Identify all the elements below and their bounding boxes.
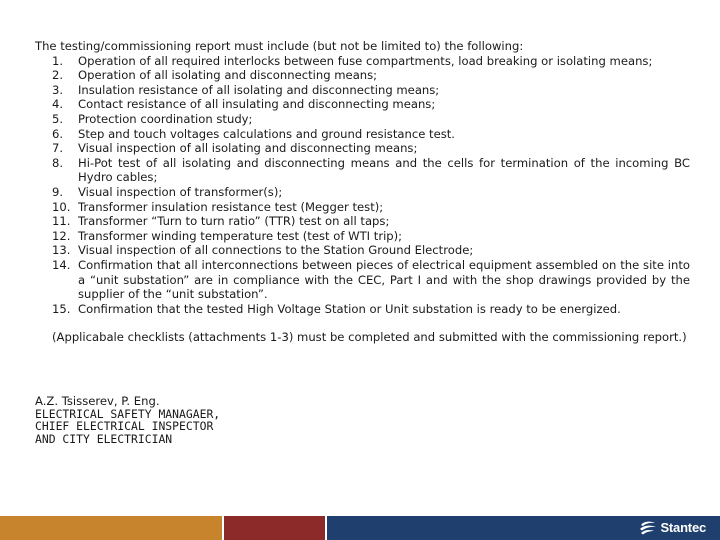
item-number: 3.: [52, 82, 64, 97]
item-text: Step and touch voltages calculations and ground resistance test.: [78, 126, 455, 141]
list-item: [35, 243, 690, 258]
item-number: 13.: [52, 243, 71, 258]
requirements-list: [35, 54, 690, 317]
list-item: [35, 214, 690, 229]
item-number: 2.: [52, 68, 64, 83]
list-item: [35, 54, 690, 69]
item-text: Contact resistance of all insulating and disconnecting means;: [78, 97, 436, 112]
signatory-title-line-2: CHIEF ELECTRICAL INSPECTOR: [35, 419, 214, 433]
item-text: Operation of all isolating and disconnecting means;: [78, 68, 378, 83]
item-number: 10.: [52, 199, 71, 214]
list-item: [35, 112, 690, 127]
list-item: [35, 83, 690, 98]
item-text: Visual inspection of transformer(s);: [78, 184, 283, 199]
list-item: [35, 302, 690, 317]
item-number: 4.: [52, 97, 64, 112]
item-text: Confirmation that the tested High Voltage Station or Unit substation is ready to be energized.: [78, 301, 621, 316]
item-number: 11.: [52, 214, 71, 229]
footer-segment-red: [222, 516, 325, 540]
checklist-note: (Applicabale checklists (attachments 1-3) must be completed and submitted with the commissioning report.): [52, 330, 687, 345]
footer-segment-navy: [325, 516, 720, 540]
report-requirements: [35, 39, 690, 345]
signatory-name: A.Z. Tsisserev, P. Eng.: [35, 394, 160, 408]
item-text: Protection coordination study;: [78, 111, 253, 126]
signature-block: [35, 395, 220, 445]
list-item: [35, 97, 690, 112]
item-text: Transformer “Turn to turn ratio” (TTR) test on all taps;: [78, 214, 390, 229]
list-item: [35, 127, 690, 142]
list-item: [35, 141, 690, 156]
item-number: 9.: [52, 184, 64, 199]
signatory-title-line-1: ELECTRICAL SAFETY MANAGAER,: [35, 406, 221, 421]
list-item: [35, 185, 690, 200]
item-number: 8.: [52, 155, 64, 170]
item-number: 5.: [52, 111, 64, 126]
item-text: Operation of all required interlocks between fuse compartments, load breaking or isolating means;: [78, 53, 653, 68]
stantec-swirl-icon: [639, 520, 657, 536]
item-text: Transformer insulation resistance test (Megger test);: [78, 199, 384, 214]
item-text: Insulation resistance of all isolating and disconnecting means;: [78, 82, 440, 97]
item-text: Transformer winding temperature test (test of WTI trip);: [78, 228, 403, 243]
intro-text: The testing/commissioning report must include (but not be limited to) the following:: [35, 39, 524, 53]
item-number: 7.: [52, 141, 64, 156]
item-text: Visual inspection of all isolating and disconnecting means;: [78, 141, 418, 156]
item-number: 12.: [52, 228, 71, 243]
footer-bar: [0, 516, 720, 540]
item-number: 15.: [52, 301, 71, 316]
footer-segment-orange: [0, 516, 222, 540]
stantec-logo: [639, 520, 706, 536]
list-item: [35, 200, 690, 215]
item-text: Confirmation that all interconnections between pieces of electrical equipment assembled on the site into a “unit substation” are in compliance with the CEC, Part I and with the shop drawings provided by the supplier of the “unit substation”.: [78, 257, 690, 302]
item-text: Visual inspection of all connections to the Station Ground Electrode;: [78, 243, 474, 258]
item-text: Hi-Pot test of all isolating and disconnecting means and the cells for termination of the incoming BC Hydro cables;: [78, 155, 690, 185]
signatory-title-line-3: AND CITY ELECTRICIAN: [35, 431, 173, 446]
item-number: 1.: [52, 53, 64, 68]
list-item: [35, 156, 690, 185]
item-number: 6.: [52, 126, 64, 141]
list-item: [35, 229, 690, 244]
list-item: [35, 68, 690, 83]
item-number: 14.: [52, 257, 71, 272]
logo-wordmark: Stantec: [660, 520, 706, 535]
list-item: [35, 258, 690, 302]
